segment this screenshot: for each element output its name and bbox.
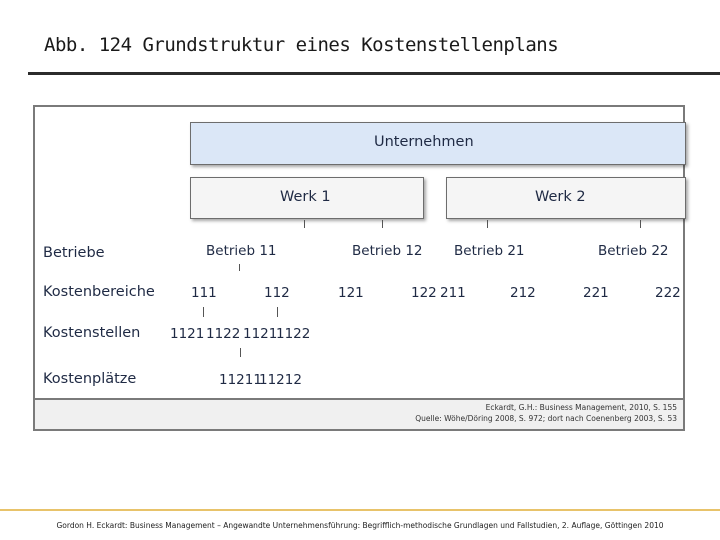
level-label-kostenstellen: Kostenstellen [43, 325, 141, 341]
level-label-kostenplaetze: Kostenplätze [43, 371, 137, 387]
unternehmen-label: Unternehmen [374, 134, 474, 150]
kostenplatz-node: 11211 [219, 372, 262, 388]
betrieb-node: Betrieb 11 [206, 243, 277, 259]
connector-line [640, 220, 641, 228]
kostenbereich-node: 122 [411, 285, 437, 301]
werk-1-box [190, 177, 424, 219]
kostenstelle-node: 1122 [276, 326, 311, 342]
kostenbereich-node: 212 [510, 285, 536, 301]
connector-line [487, 220, 488, 228]
level-label-kostenbereiche: Kostenbereiche [43, 284, 155, 300]
slide-title: Abb. 124 Grundstruktur eines Kostenstellenplans [44, 34, 559, 56]
werk-1-label: Werk 1 [280, 189, 331, 205]
kostenbereich-node: 121 [338, 285, 364, 301]
kostenstelle-node: 1122 [206, 326, 241, 342]
kostenbereich-node: 222 [655, 285, 681, 301]
source-line-2: Quelle: Wöhe/Döring 2008, S. 972; dort nach Coenenberg 2003, S. 53 [415, 414, 677, 423]
connector-line [277, 307, 278, 317]
connector-line [203, 307, 204, 317]
kostenplatz-node: 11212 [259, 372, 302, 388]
connector-line [239, 264, 240, 271]
betrieb-node: Betrieb 21 [454, 243, 525, 259]
connector-line [382, 220, 383, 228]
source-line-1: Eckardt, G.H.: Business Management, 2010, S. 155 [485, 403, 677, 412]
footer-divider [0, 509, 720, 511]
source-box [35, 398, 683, 429]
level-label-betriebe: Betriebe [43, 245, 105, 261]
werk-2-box [446, 177, 686, 219]
connector-line [240, 348, 241, 357]
unternehmen-box [190, 122, 686, 165]
kostenstelle-node: 1121 [170, 326, 205, 342]
kostenstelle-node: 1121 [243, 326, 278, 342]
slide-footer: Gordon H. Eckardt: Business Management – Angewandte Unternehmensführung: Begrifflich-methodische Grundlagen und Fallstudien, 2. Auflage, Göttingen 2010 [56, 521, 664, 530]
connector-line [304, 220, 305, 228]
kostenbereich-node: 112 [264, 285, 290, 301]
kostenbereich-node: 211 [440, 285, 466, 301]
kostenbereich-node: 221 [583, 285, 609, 301]
werk-2-label: Werk 2 [535, 189, 586, 205]
kostenbereich-node: 111 [191, 285, 217, 301]
betrieb-node: Betrieb 12 [352, 243, 423, 259]
betrieb-node: Betrieb 22 [598, 243, 669, 259]
title-divider [28, 72, 720, 75]
